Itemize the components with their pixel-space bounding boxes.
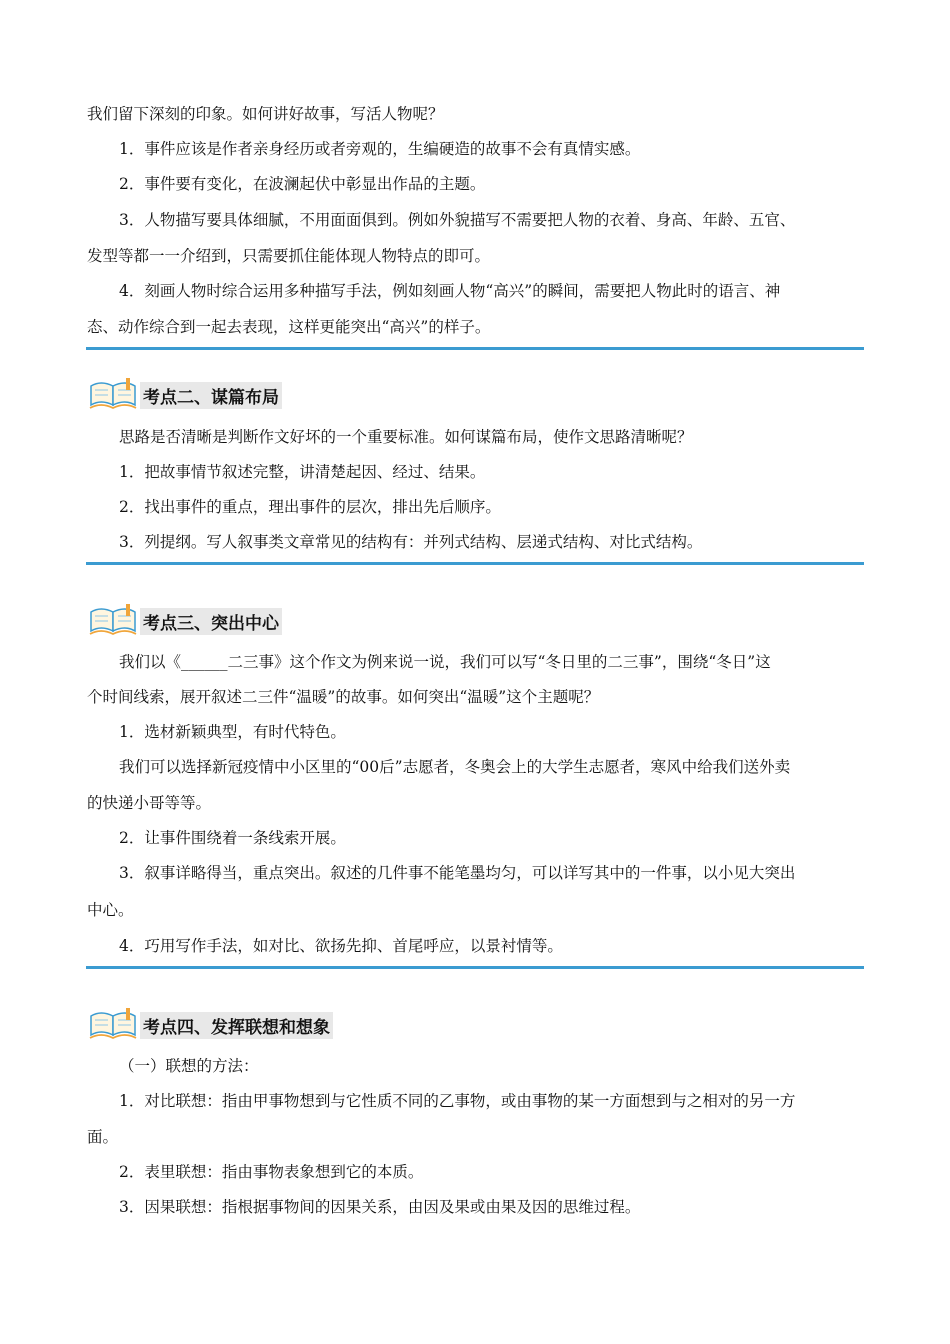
list-item: 3．叙事详略得当，重点突出。叙述的几件事不能笔墨均匀，可以详写其中的一件事，以小见大突出: [119, 864, 796, 882]
paragraph-line: 我们留下深刻的印象。如何讲好故事，写活人物呢？: [87, 105, 444, 123]
paragraph-line: 个时间线索，展开叙述二三件“温暖”的故事。如何突出“温暖”这个主题呢？: [87, 688, 600, 706]
list-item: 4．刻画人物时综合运用多种描写手法，例如刻画人物“高兴”的瞬间，需要把人物此时的语言、神: [119, 282, 781, 300]
section-divider: [86, 966, 864, 969]
section-heading: [88, 1005, 333, 1045]
open-book-icon: [88, 603, 138, 639]
list-item: 2．表里联想：指由事物表象想到它的本质。: [119, 1163, 424, 1181]
paragraph-line: 我们以《______二三事》这个作文为例来说一说，我们可以写“冬日里的二三事”，围绕“冬日”这: [119, 653, 771, 671]
section-title: 考点二、谋篇布局: [140, 382, 282, 409]
paragraph-line: 面。: [87, 1128, 119, 1146]
section-heading: [88, 601, 282, 641]
section-heading: [88, 375, 282, 415]
section-divider: [86, 562, 864, 565]
section-divider: [86, 347, 864, 350]
paragraph-line: （一）联想的方法：: [119, 1057, 259, 1075]
open-book-icon: [88, 1007, 138, 1043]
list-item: 1．把故事情节叙述完整，讲清楚起因、经过、结果。: [119, 463, 486, 481]
list-item: 4．巧用写作手法，如对比、欲扬先抑、首尾呼应，以景衬情等。: [119, 937, 563, 955]
list-item: 2．让事件围绕着一条线索开展。: [119, 829, 346, 847]
list-item: 3．人物描写要具体细腻，不用面面俱到。例如外貌描写不需要把人物的衣着、身高、年龄、五官、: [119, 211, 796, 229]
paragraph-line: 中心。: [87, 901, 134, 919]
list-item: 1．事件应该是作者亲身经历或者旁观的，生编硬造的故事不会有真情实感。: [119, 140, 641, 158]
list-item: 2．事件要有变化，在波澜起伏中彰显出作品的主题。: [119, 175, 486, 193]
list-item: 2．找出事件的重点，理出事件的层次，排出先后顺序。: [119, 498, 501, 516]
paragraph-line: 思路是否清晰是判断作文好坏的一个重要标准。如何谋篇布局，使作文思路清晰呢？: [119, 428, 693, 446]
open-book-icon: [88, 377, 138, 413]
list-item: 3．因果联想：指根据事物间的因果关系，由因及果或由果及因的思维过程。: [119, 1198, 641, 1216]
section-title: 考点三、突出中心: [140, 608, 282, 635]
list-item: 1．对比联想：指由甲事物想到与它性质不同的乙事物，或由事物的某一方面想到与之相对的另一方: [119, 1092, 796, 1110]
paragraph-line: 发型等都一一介绍到，只需要抓住能体现人物特点的即可。: [87, 247, 491, 265]
list-item: 1．选材新颖典型，有时代特色。: [119, 723, 346, 741]
paragraph-line: 态、动作综合到一起去表现，这样更能突出“高兴”的样子。: [87, 318, 491, 336]
paragraph-line: 我们可以选择新冠疫情中小区里的“00后”志愿者，冬奥会上的大学生志愿者，寒风中给我们送外卖: [119, 758, 791, 776]
paragraph-line: 的快递小哥等等。: [87, 794, 212, 812]
list-item: 3．列提纲。写人叙事类文章常见的结构有：并列式结构、层递式结构、对比式结构。: [119, 533, 703, 551]
section-title: 考点四、发挥联想和想象: [140, 1012, 333, 1039]
